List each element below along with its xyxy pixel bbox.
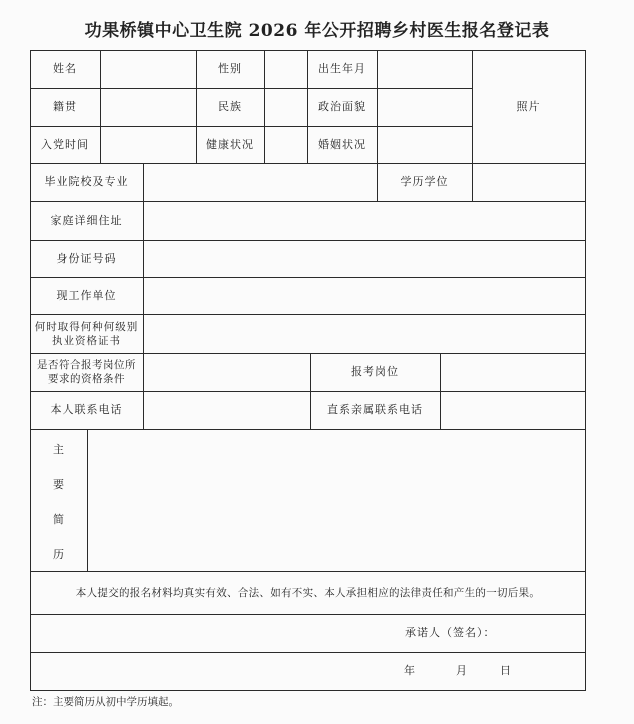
phone-field[interactable] [144,392,310,429]
label-photo: 照片 [516,99,541,113]
birth-field[interactable] [378,51,472,88]
label-certificate [30,314,143,353]
gender-field[interactable] [265,51,307,88]
label-health: 健康状况 [206,137,254,151]
label-resume-char: 简 [53,513,64,526]
native-field[interactable] [101,89,196,126]
label-certificate-line1: 何时取得何种何级别 [34,320,139,333]
label-work-unit: 现工作单位 [56,288,117,302]
label-qualification-line2: 要求的资格条件 [48,373,125,385]
label-resume-char: 要 [53,478,64,491]
signature-field[interactable] [515,620,580,648]
label-relative-phone: 直系亲属联系电话 [327,403,423,416]
label-resume-char: 主 [53,443,64,456]
id-number-field[interactable] [144,241,585,277]
label-political: 政治面貌 [318,100,366,113]
marital-field[interactable] [378,127,472,163]
label-ethnicity: 民族 [218,100,242,113]
label-education: 学历学位 [400,175,449,188]
label-phone: 本人联系电话 [50,403,123,416]
label-marital: 婚姻状况 [318,137,366,151]
form-title: 功果桥镇中心卫生院 2026 年公开招聘乡村医生报名登记表 [84,21,550,41]
relative-phone-field[interactable] [441,392,585,429]
label-school: 毕业院校及专业 [44,175,129,188]
resume-field[interactable] [88,430,585,571]
label-qualification [30,353,143,391]
date-month-label: 月 [456,664,468,677]
ethnicity-field[interactable] [265,89,307,126]
date-year-label: 年 [404,664,416,677]
party-time-field[interactable] [101,127,196,163]
qualification-field[interactable] [144,354,310,391]
declaration-text: 本人提交的报名材料均真实有效、合法、如有不实、本人承担相应的法律责任和产生的一切后果。 [75,586,541,599]
label-position: 报考岗位 [351,365,399,378]
label-address: 家庭详细住址 [50,213,123,227]
label-party-time: 入党时间 [41,137,89,151]
work-unit-field[interactable] [144,278,585,314]
signature-label: 承诺人（签名）： [405,626,496,639]
label-id-number: 身份证号码 [56,251,117,265]
education-field[interactable] [473,164,585,201]
address-field[interactable] [144,202,585,240]
label-birth: 出生年月 [318,62,366,75]
name-field[interactable] [101,51,196,88]
position-field[interactable] [441,354,585,391]
political-field[interactable] [378,89,472,126]
label-certificate-line2: 执业资格证书 [52,334,121,347]
grid-line [30,690,586,691]
label-qualification-line1: 是否符合报考岗位所 [37,359,136,371]
label-native: 籍贯 [53,100,77,113]
certificate-field[interactable] [144,315,585,353]
label-resume-char: 历 [53,548,64,561]
health-field[interactable] [265,127,307,163]
school-field[interactable] [144,164,377,201]
label-name: 姓名 [53,62,77,75]
label-gender: 性别 [218,62,242,75]
footnote: 注：主要简历从初中学历填起。 [32,696,179,708]
date-day-label: 日 [500,664,512,677]
